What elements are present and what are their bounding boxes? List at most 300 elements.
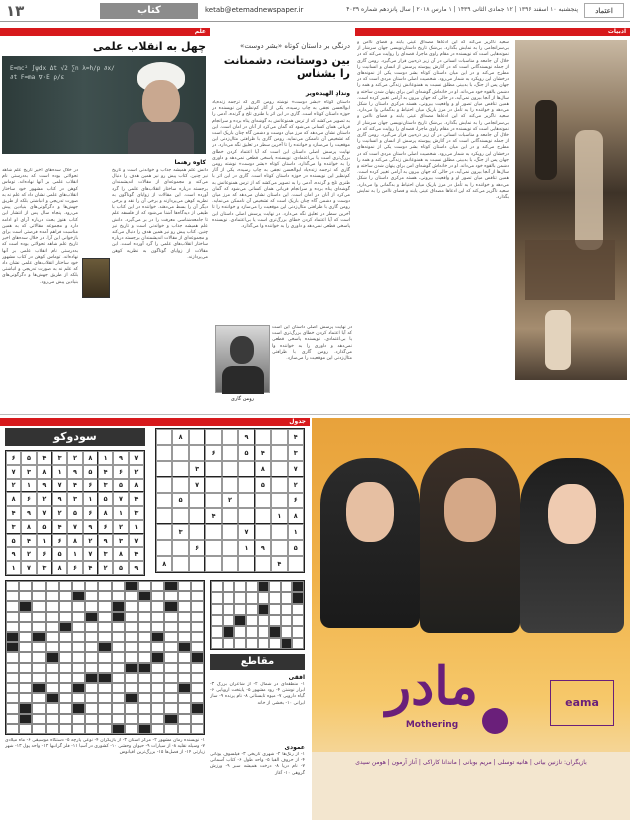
crossword-cell [32, 652, 45, 662]
sudoku-cell [238, 556, 254, 572]
crossword-cell [98, 673, 111, 683]
crossword-cell [19, 591, 32, 601]
crossword-cell [178, 612, 191, 622]
crossword-cell [112, 724, 125, 734]
sudoku-cell: ۷ [189, 477, 205, 493]
sudoku-cell: ۱ [67, 547, 82, 561]
sudoku-cell [189, 445, 205, 461]
crossword-cell [138, 612, 151, 622]
crossword-cell [234, 638, 246, 649]
crossword-cell [269, 581, 281, 592]
crossword-cell [98, 612, 111, 622]
sudoku-cell: ۲ [288, 477, 304, 493]
crossword-cell [6, 673, 19, 683]
sudoku-cell: ۵ [52, 547, 67, 561]
sudoku-cell: ۶ [189, 540, 205, 556]
crossword-cell [151, 581, 164, 591]
across-clues: ۱- منطقه‌ای در شمال ۲- از شاعران بزرگ ۳- ابزار نوشتن ۴- رود مشهور ۵- پایتخت اروپایی ۶- گیاه دارویی ۷- میوه تابستانی ۸- نام پرنده ۹- ساز ایرانی ۱۰- بخشی از خانه [210, 682, 305, 706]
crossword-cell [138, 724, 151, 734]
sudoku-cell: ۷ [238, 524, 254, 540]
science-col-1: در خلال سده‌های اخیر تاریخ علم شاهد تحولاتی بوده است که به‌درستی نام انقلاب علمی بر آنها نهاده‌اند. توماس کوهن در کتاب مشهور خود ساختار انقلاب‌های علمی نشان داد که علم نه به صورت تدریجی و انباشتی بلکه از طریق جهش‌ها و دگرگونی‌های بنیادین پیش می‌رود. پنجاه سال پس از انتشار این کتاب هنوز بحث درباره آرای او ادامه دارد و مجموعه مقالاتی که به همین مناسبت فراهم آمده فرصتی است برای بازخوانی این آرا. در خلال سده‌های اخیر تاریخ علم شاهد تحولاتی بوده است که به‌درستی نام انقلاب علمی بر آنها نهاده‌اند. توماس کوهن در کتاب مشهور خود ساختار انقلاب‌های علمی نشان داد که علم نه به صورت تدریجی و انباشتی بلکه از طریق جهش‌ها و دگرگونی‌های بنیادین پیش می‌رود. [2, 168, 78, 285]
crossword-cell [19, 693, 32, 703]
sudoku-cell: ۳ [98, 547, 113, 561]
crossword-cell [85, 724, 98, 734]
crossword-cell [72, 652, 85, 662]
crossword-cell [246, 581, 258, 592]
sudoku-cell: ۹ [6, 547, 21, 561]
sudoku-cell [156, 524, 172, 540]
crossword-title-bar: مقاطع [210, 654, 305, 670]
crossword-cell [258, 638, 270, 649]
crossword-cell [72, 591, 85, 601]
sudoku-cell: ۳ [113, 534, 128, 548]
sudoku-cell [156, 461, 172, 477]
sudoku-cell: ۵ [288, 540, 304, 556]
sudoku-cell: ۷ [67, 520, 82, 534]
crossword-cell [191, 632, 204, 642]
crossword-cell [112, 652, 125, 662]
crossword-cell [125, 683, 138, 693]
crossword-cell [125, 642, 138, 652]
sudoku-cell: ۴ [271, 556, 287, 572]
sudoku-cell: ۶ [83, 506, 98, 520]
page-number: ۱۳ [6, 2, 25, 20]
crossword-cell [281, 604, 293, 615]
crossword-cell [138, 714, 151, 724]
crossword-cell [85, 683, 98, 693]
crossword-cell [112, 673, 125, 683]
literature-section [355, 28, 630, 413]
crossword-cell [32, 622, 45, 632]
crossword-cell [6, 703, 19, 713]
sudoku-cell: ۸ [113, 547, 128, 561]
sudoku-cell: ۳ [288, 445, 304, 461]
crossword-cell [85, 652, 98, 662]
crossword-cell [164, 652, 177, 662]
crossword-cell [151, 693, 164, 703]
sudoku-cell: ۶ [83, 479, 98, 493]
crossword-cell [59, 673, 72, 683]
crossword-cell [234, 626, 246, 637]
sudoku-cell [222, 445, 238, 461]
sudoku-cell [255, 493, 271, 509]
crossword-cell [138, 663, 151, 673]
producer-logo-2 [482, 708, 508, 734]
literature-col-2: داستان کوتاه «بشر دوست» نوشته رومن گاری که ترجمه زنده‌یاد ابوالحسن نجفی به چاپ رسیده، یکی از آثار کم‌نظیر این نویسنده در حوزه داستان کوتاه است. گاری در این اثر با طنزی تلخ و گزنده، آدمی را به تصویر می‌کشد که از ترس همنوعانش به گوشه‌ای پناه برده و سرانجام قربانی همان کسانی می‌شود که گمان می‌کرد از آنان در امان است. این داستان نشان می‌دهد که مرز میان دوست و دشمن گاه چنان باریک است که تشخیص آن ناممکن می‌نماید. رومن گاری با ظرافتی مثال‌زدنی این موقعیت را می‌سازد و خواننده را تا آخرین سطر در تعلیق نگه می‌دارد. در نهایت پرسش اصلی داستان این است که آیا اعتماد کردن خطای بزرگ‌تری است یا بی‌اعتمادی. نویسنده پاسخی قطعی نمی‌دهد و داوری را به خواننده وا می‌گذارد. داستان کوتاه «بشر دوست» نوشته رومن گاری که ترجمه زنده‌یاد ابوالحسن نجفی به چاپ رسیده، یکی از آثار کم‌نظیر این نویسنده در حوزه داستان کوتاه است. گاری در این اثر با طنزی تلخ و گزنده، آدمی را به تصویر می‌کشد که از ترس همنوعانش به گوشه‌ای پناه برده و سرانجام قربانی همان کسانی می‌شود که گمان می‌کرد از آنان در امان است. این داستان نشان می‌دهد که مرز میان دوست و دشمن گاه چنان باریک است که تشخیص آن ناممکن می‌نماید. رومن گاری با ظرافتی مثال‌زدنی این موقعیت را می‌سازد و خواننده را تا آخرین سطر در تعلیق نگه می‌دارد. در نهایت پرسش اصلی داستان این است که آیا اعتماد کردن خطای بزرگ‌تری است یا بی‌اعتمادی. نویسنده پاسخی قطعی نمی‌دهد و داوری را به خواننده وا می‌گذارد. [212, 100, 350, 230]
crossword-cell [151, 703, 164, 713]
crossword-cell [85, 693, 98, 703]
sudoku-cell [189, 429, 205, 445]
sudoku-cell: ۹ [113, 451, 128, 465]
sudoku-cell: ۴ [52, 520, 67, 534]
crossword-cell [164, 601, 177, 611]
sudoku-cell [172, 508, 188, 524]
crossword-cell [125, 724, 138, 734]
crossword-cell [59, 591, 72, 601]
sudoku-cell: ۲ [129, 465, 144, 479]
crossword-cell [151, 673, 164, 683]
crossword-cell [46, 591, 59, 601]
issue-date-line: پنجشنبه ۱۰ اسفند ۱۳۹۶ | ۱۲ جمادی الثانی ۱۴۳۹ | ۱ مارس ۲۰۱۸ | سال پانزدهم شماره ۴۰۳۹ [346, 6, 578, 13]
sudoku-cell: ۷ [113, 492, 128, 506]
crossword-cell [151, 622, 164, 632]
crossword-cell [258, 604, 270, 615]
crossword-cell [191, 622, 204, 632]
crossword-cell [138, 581, 151, 591]
crossword-cell [191, 663, 204, 673]
puzzle-section [0, 418, 310, 820]
crossword-cell [151, 724, 164, 734]
crossword-cell [191, 601, 204, 611]
crossword-cell [178, 714, 191, 724]
sudoku-cell [205, 429, 221, 445]
sudoku-cell [156, 429, 172, 445]
crossword-cell [164, 642, 177, 652]
crossword-cell [281, 581, 293, 592]
sudoku-cell: ۵ [113, 561, 128, 575]
crossword-cell [246, 592, 258, 603]
crossword-cell [125, 622, 138, 632]
crossword-cell [98, 581, 111, 591]
crossword-cell [59, 632, 72, 642]
sudoku-cell: ۸ [67, 534, 82, 548]
sudoku-cell [172, 556, 188, 572]
crossword-cell [191, 591, 204, 601]
sudoku-cell [205, 461, 221, 477]
crossword-cell [151, 663, 164, 673]
science-col-3: در نهایت پرسش اصلی داستان این است که آیا اعتماد کردن خطای بزرگ‌تری است یا بی‌اعتمادی. نویسنده پاسخی قطعی نمی‌دهد و داوری را به خواننده وا می‌گذارد. رومن گاری با ظرافتی مثال‌زدنی این موقعیت را می‌سازد. [272, 325, 352, 362]
crossword-cell [98, 632, 111, 642]
crossword-cell [46, 652, 59, 662]
article-photo-scene [515, 40, 627, 380]
crossword-cell [211, 581, 223, 592]
sudoku-cell: ۵ [6, 534, 21, 548]
crossword-cell [59, 663, 72, 673]
crossword-cell [223, 626, 235, 637]
sudoku-cell: ۴ [205, 508, 221, 524]
article-kicker: درنگی بر داستان کوتاه «بشر دوست» [240, 42, 350, 50]
crossword-cell [32, 663, 45, 673]
crossword-cell [19, 601, 32, 611]
crossword-cell [281, 638, 293, 649]
sudoku-cell [238, 508, 254, 524]
sudoku-cell: ۵ [113, 479, 128, 493]
crossword-cell [138, 673, 151, 683]
sudoku-cell [172, 477, 188, 493]
crossword-cell [6, 683, 19, 693]
crossword-cell [46, 663, 59, 673]
crossword-cell [98, 601, 111, 611]
crossword-cell [292, 604, 304, 615]
crossword-cell [178, 673, 191, 683]
science-headline: چهل به انقلاب علمی [92, 40, 206, 53]
sudoku-puzzle-grid [155, 428, 305, 573]
page-header [0, 0, 630, 22]
sudoku-cell: ۵ [255, 477, 271, 493]
sudoku-cell [271, 540, 287, 556]
crossword-cell [46, 703, 59, 713]
sudoku-cell: ۹ [83, 520, 98, 534]
crossword-cell [85, 622, 98, 632]
crossword-cell [138, 652, 151, 662]
crossword-cell [59, 581, 72, 591]
crossword-cell [178, 581, 191, 591]
actor-portrait-center [420, 448, 520, 633]
sudoku-cell [205, 524, 221, 540]
crossword-cell [6, 693, 19, 703]
crossword-cell [164, 632, 177, 642]
sudoku-cell [189, 493, 205, 509]
crossword-cell [85, 591, 98, 601]
crossword-cell [125, 601, 138, 611]
crossword-cell [112, 642, 125, 652]
crossword-cell [85, 601, 98, 611]
sudoku-cell: ۲ [98, 561, 113, 575]
sudoku-cell: ۲ [52, 506, 67, 520]
sudoku-cell: ۳ [21, 465, 36, 479]
crossword-cell [125, 581, 138, 591]
sudoku-cell [271, 429, 287, 445]
sudoku-cell: ۴ [21, 534, 36, 548]
sudoku-cell: ۴ [98, 465, 113, 479]
science-section [0, 28, 210, 413]
crossword-cell [85, 663, 98, 673]
crossword-cell [32, 703, 45, 713]
crossword-cell [19, 622, 32, 632]
sudoku-cell: ۹ [52, 492, 67, 506]
sudoku-cell [172, 540, 188, 556]
crossword-cell [164, 703, 177, 713]
actor-portrait-left [320, 458, 420, 628]
crossword-cell [178, 724, 191, 734]
sudoku-cell: ۸ [21, 520, 36, 534]
crossword-cell [72, 703, 85, 713]
crossword-cell [98, 714, 111, 724]
sudoku-cell: ۹ [67, 465, 82, 479]
sudoku-cell: ۸ [255, 461, 271, 477]
sudoku-cell [205, 556, 221, 572]
crossword-cell [178, 683, 191, 693]
crossword-cell [292, 615, 304, 626]
crossword-cell [125, 652, 138, 662]
sudoku-cell: ۷ [83, 547, 98, 561]
crossword-cell [32, 591, 45, 601]
sudoku-cell: ۱ [52, 465, 67, 479]
crossword-cell [138, 622, 151, 632]
crossword-cell [234, 592, 246, 603]
crossword-cell [258, 592, 270, 603]
sudoku-cell [255, 556, 271, 572]
film-title: مادر [386, 656, 478, 717]
sudoku-cell: ۱ [21, 479, 36, 493]
einstein-photo: E=mc² ∫ψdx Δt √2 ∑n λ=h/p ∂x/∂t F=ma ∇·E ρ/ε [2, 56, 206, 154]
sudoku-cell: ۴ [288, 429, 304, 445]
crossword-cell [72, 724, 85, 734]
crossword-cell [125, 663, 138, 673]
crossword-cell [85, 612, 98, 622]
sudoku-cell [271, 524, 287, 540]
crossword-cell [138, 591, 151, 601]
sudoku-cell: ۷ [129, 534, 144, 548]
sudoku-cell: ۶ [52, 534, 67, 548]
sudoku-cell: ۱ [238, 540, 254, 556]
down-clues: ۱- از رنگ‌ها ۲- شهری تاریخی ۳- فیلسوف یونانی ۴- از حروف الفبا ۵- واحد طول ۶- کتاب آسمانی ۷- نام دریا ۸- درخت همیشه سبز ۹- ورزش گروهی ۱۰- آغاز [210, 752, 305, 776]
crossword-cell [6, 632, 19, 642]
crossword-cell [98, 703, 111, 713]
crossword-cell [6, 652, 19, 662]
sudoku-cell: ۳ [129, 506, 144, 520]
crossword-cell [258, 626, 270, 637]
crossword-cell [151, 632, 164, 642]
sudoku-cell [222, 556, 238, 572]
science-byline: کاوه رهنما [174, 159, 206, 166]
crossword-cell [98, 663, 111, 673]
sudoku-cell [271, 461, 287, 477]
sudoku-cell: ۷ [37, 506, 52, 520]
crossword-cell [59, 703, 72, 713]
crossword-cell [72, 673, 85, 683]
crossword-cell [191, 652, 204, 662]
crossword-cell [234, 604, 246, 615]
sudoku-cell [189, 524, 205, 540]
crossword-cell [246, 604, 258, 615]
crossword-cell [72, 612, 85, 622]
crossword-cell [164, 714, 177, 724]
crossword-cell [32, 612, 45, 622]
crossword-cell [59, 612, 72, 622]
sudoku-cell [156, 493, 172, 509]
crossword-cell [191, 693, 204, 703]
crossword-cell [6, 714, 19, 724]
crossword-cell [125, 612, 138, 622]
puzzle-tag: جدول [0, 418, 310, 426]
crossword-cell [211, 626, 223, 637]
crossword-cell [32, 693, 45, 703]
sudoku-cell: ۵ [67, 506, 82, 520]
sudoku-cell [222, 477, 238, 493]
crossword-cell [178, 652, 191, 662]
crossword-cell [269, 604, 281, 615]
sudoku-cell: ۸ [37, 465, 52, 479]
crossword-cell [98, 683, 111, 693]
crossword-cell [164, 663, 177, 673]
sudoku-cell: ۸ [156, 556, 172, 572]
sudoku-cell: ۲ [222, 493, 238, 509]
film-credits: بازیگران: نازنین بیاتی | هانیه توسلی | مریم بوبانی | ماندانا کاراکی | آناز آرمون | هومن سیدی [355, 759, 587, 766]
crossword-cell [85, 632, 98, 642]
film-credits-bar [312, 752, 630, 820]
crossword-cell [191, 714, 204, 724]
crossword-cell [6, 601, 19, 611]
sudoku-cell: ۳ [189, 461, 205, 477]
crossword-cell [85, 581, 98, 591]
crossword-cell [211, 638, 223, 649]
crossword-cell [138, 632, 151, 642]
sudoku-cell [238, 493, 254, 509]
crossword-cell [46, 622, 59, 632]
crossword-cell [151, 591, 164, 601]
sudoku-cell: ۱ [129, 520, 144, 534]
sudoku-cell: ۳ [37, 561, 52, 575]
sudoku-cell: ۳ [172, 524, 188, 540]
crossword-cell [223, 592, 235, 603]
sudoku-cell: ۶ [21, 492, 36, 506]
crossword-cell [112, 703, 125, 713]
crossword-cell [112, 632, 125, 642]
crossword-cell [72, 632, 85, 642]
sudoku-cell [189, 556, 205, 572]
sudoku-cell: ۷ [52, 479, 67, 493]
crossword-cell [72, 642, 85, 652]
sudoku-cell: ۹ [37, 479, 52, 493]
crossword-cell [112, 683, 125, 693]
literature-tag: ادبیات [355, 28, 630, 36]
sudoku-cell: ۱ [113, 506, 128, 520]
book-cover [82, 258, 110, 298]
crossword-cell [292, 592, 304, 603]
crossword-cell [292, 638, 304, 649]
crossword-cell [211, 592, 223, 603]
crossword-grid [5, 580, 205, 735]
science-tag: علم [0, 28, 210, 36]
crossword-cell [19, 581, 32, 591]
sudoku-cell: ۱ [37, 534, 52, 548]
crossword-cell [125, 703, 138, 713]
crossword-cell [138, 683, 151, 693]
crossword-cell [151, 601, 164, 611]
film-advertisement [312, 418, 630, 820]
crossword-cell [46, 581, 59, 591]
article-byline: وندادِ الهیده‌ویر [305, 90, 350, 97]
crossword-cell [125, 673, 138, 683]
crossword-cell [211, 604, 223, 615]
crossword-cell [164, 724, 177, 734]
crossword-cell [46, 683, 59, 693]
crossword-cell [125, 632, 138, 642]
sudoku-cell: ۴ [6, 506, 21, 520]
sudoku-cell: ۵ [83, 465, 98, 479]
sudoku-cell: ۹ [238, 429, 254, 445]
sudoku-cell [288, 556, 304, 572]
crossword-cell [32, 673, 45, 683]
crossword-cell [292, 626, 304, 637]
crossword-cell [32, 714, 45, 724]
crossword-cell [72, 581, 85, 591]
down-label: عمودی [284, 744, 305, 751]
producer-logo-1: eama [550, 680, 614, 726]
crossword-cell [164, 622, 177, 632]
crossword-clues-left: ۱- نویسنده رمان مشهور ۲- مرکز استان ۳- از بازیگران ۴- نوعی پارچه ۵- دستگاه موسیقی ۶- ماه میلادی ۷- وسیله نقلیه ۸- از سیارات ۹- حیوان وحشی ۱۰- کشوری در آسیا ۱۱- فلز گرانبها ۱۲- واحد پول ۱۳- شهر زیارتی ۱۴- از فصل‌ها ۱۵- بزرگ‌ترین اقیانوس [5, 738, 205, 756]
sudoku-title-bar: سودوکو [5, 428, 145, 446]
section-email: ketab@etemadnewspaper.ir [205, 6, 304, 14]
crossword-cell [269, 638, 281, 649]
crossword-cell [178, 703, 191, 713]
crossword-cell [98, 724, 111, 734]
crossword-cell [6, 724, 19, 734]
sudoku-cell: ۲ [6, 479, 21, 493]
sudoku-cell: ۵ [37, 520, 52, 534]
sudoku-cell: ۵ [172, 493, 188, 509]
crossword-cell [98, 591, 111, 601]
crossword-cell [281, 615, 293, 626]
crossword-cell [112, 663, 125, 673]
sudoku-cell [172, 461, 188, 477]
crossword-cell [85, 714, 98, 724]
crossword-cell [19, 724, 32, 734]
crossword-cell [223, 615, 235, 626]
sudoku-cell: ۳ [6, 520, 21, 534]
crossword-cell [59, 622, 72, 632]
